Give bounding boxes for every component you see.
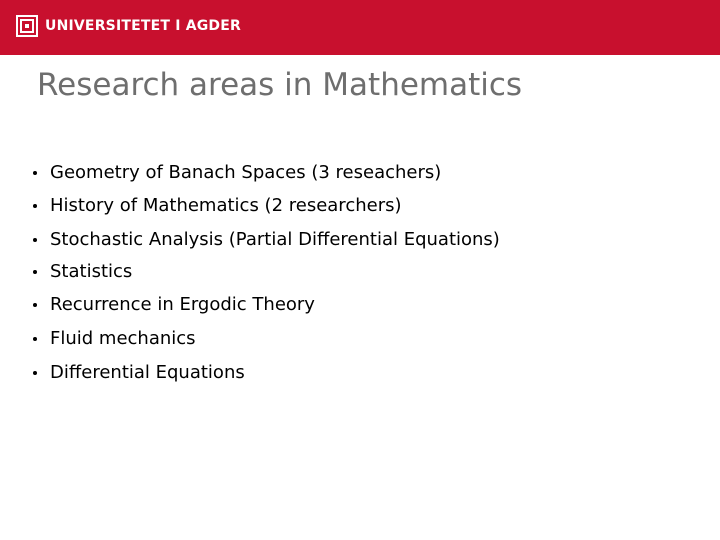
list-item-text: Geometry of Banach Spaces (3 reseachers) [50,162,442,183]
logo-text: UNIVERSITETET I AGDER [45,18,241,34]
page-title: Research areas in Mathematics [37,67,523,103]
bullet-icon [33,303,37,307]
list-item-text: Differential Equations [50,362,245,383]
list-item [31,293,315,317]
bullet-icon [33,270,37,274]
list-item [31,161,441,185]
bullet-icon [33,337,37,341]
bullet-icon [33,171,37,175]
list-item [31,327,196,351]
list-item [31,361,245,385]
list-item-text: History of Mathematics (2 researchers) [50,195,402,216]
list-item [31,260,132,284]
list-item [31,194,402,218]
uia-logo-icon [16,15,38,37]
list-item-text: Statistics [50,261,133,282]
university-logo [16,15,241,37]
list-item-text: Fluid mechanics [50,328,196,349]
bullet-icon [33,371,37,375]
bullet-icon [33,204,37,208]
list-item-text: Recurrence in Ergodic Theory [50,294,315,315]
list-item-text: Stochastic Analysis (Partial Differential Equations) [50,229,500,250]
list-item [31,228,500,252]
bullet-icon [33,238,37,242]
header-bar [0,0,720,55]
